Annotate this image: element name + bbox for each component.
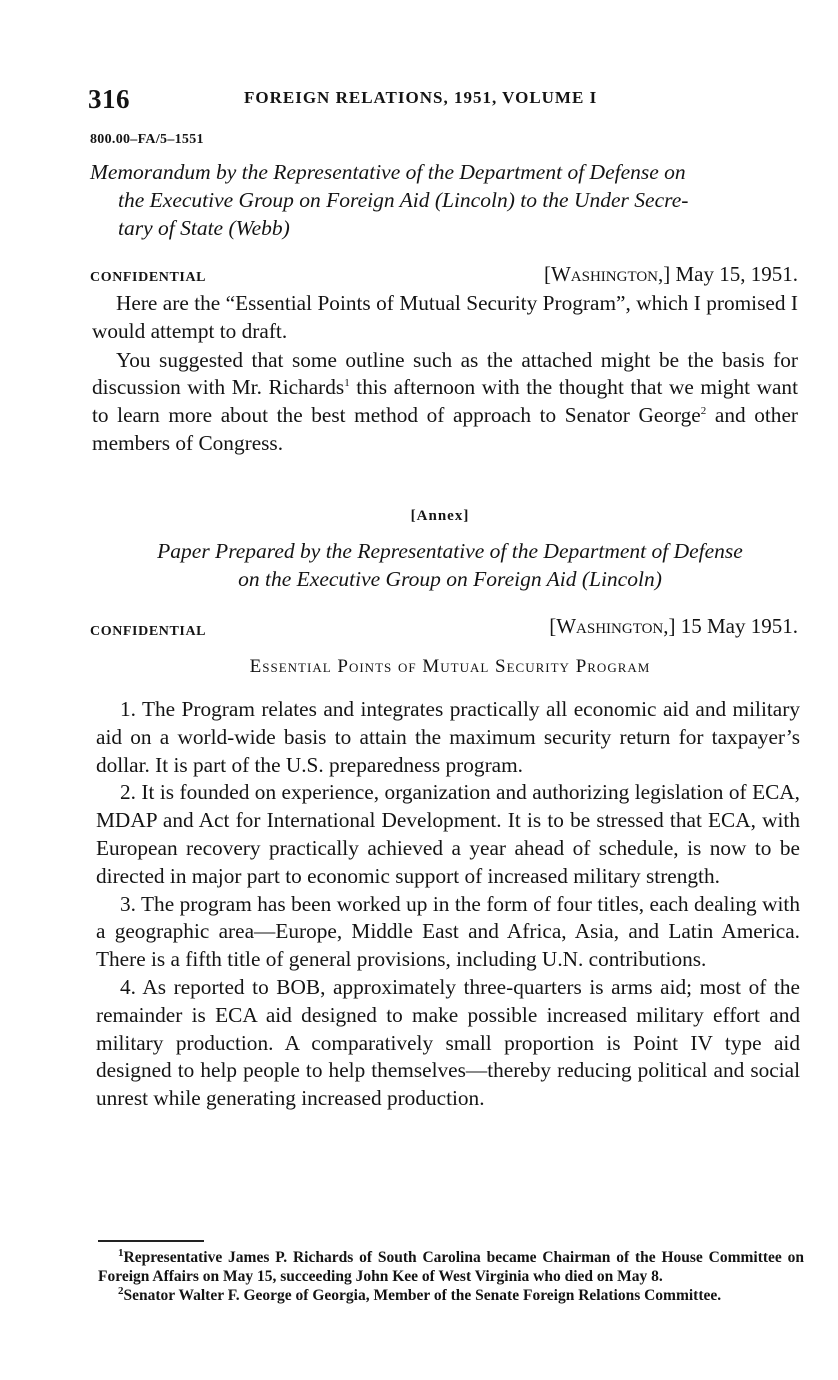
running-title: FOREIGN RELATIONS, 1951, VOLUME I <box>244 88 598 107</box>
paper-title-line-2: on the Executive Group on Foreign Aid (Lincoln) <box>238 567 662 591</box>
footnote-1-text: Representative James P. Richards of South Carolina became Chairman of the House Committee on Foreign Affairs on May 15, succeeding John Kee of West Virginia who died on May 8. <box>98 1249 804 1285</box>
point-1: 1. The Program relates and integrates practically all economic aid and military aid on a world-wide basis to attain the maximum security return for taxpayer’s dollar. It is part of the U.S. preparedness program. <box>96 697 800 777</box>
annex-classification: CONFIDENTIAL <box>90 624 207 639</box>
memo-title <box>90 158 802 242</box>
file-reference: 800.00–FA/5–1551 <box>90 132 204 147</box>
section-heading: Essential Points of Mutual Security Program <box>249 656 651 677</box>
annex-points <box>96 696 800 1113</box>
footnotes <box>98 1248 804 1305</box>
memo-classification: CONFIDENTIAL <box>90 270 207 285</box>
page-number: 316 <box>88 84 130 114</box>
memo-paragraph-1: Here are the “Essential Points of Mutual Security Program”, which I promised I would attempt to draft. <box>92 291 798 343</box>
footnote-ref-2: 2 <box>700 405 707 418</box>
memo-body <box>92 290 798 458</box>
memo-paragraph-2-part-1: You suggested that some outline such as the attached might be the basis for discussion with Mr. Richards <box>92 347 798 400</box>
memo-paragraph-2-part-3: and other members of Congress. <box>92 403 798 455</box>
memo-paragraph-2 <box>92 347 798 458</box>
memo-dateline-place: [Washington,] <box>543 262 671 286</box>
point-2: 2. It is founded on experience, organization and authorizing legislation of ECA, MDAP and Act for International Development. It is to be stressed that ECA, with European recovery practically achieved a year ahead of schedule, is now to be directed in major part to economic support of increased military strength. <box>96 780 800 888</box>
footnote-1-mark: 1 <box>118 1246 124 1259</box>
memo-title-line-1: Memorandum by the Representative of the Department of Defense on <box>90 160 686 184</box>
paper-title <box>90 537 810 593</box>
point-3: 3. The program has been worked up in the form of four titles, each dealing with a geographic area—Europe, Middle East and Africa, Asia, and Latin America. There is a fifth title of general provisions, including U.N. contributions. <box>96 891 800 972</box>
footnote-ref-1: 1 <box>344 377 350 390</box>
footnote-1 <box>98 1248 804 1286</box>
footnote-2-mark: 2 <box>118 1284 124 1297</box>
memo-dateline-date: May 15, 1951. <box>675 262 798 286</box>
annex-dateline-place: [Washington,] <box>549 614 676 638</box>
point-4: 4. As reported to BOB, approximately three-quarters is arms aid; most of the remainder is ECA aid designed to make possible increased military effort and military production. A comparatively small proportion is Point IV type aid designed to help people to help themselves—thereby reducing political and social unrest while generating increased production. <box>96 974 800 1111</box>
footnote-2 <box>98 1286 804 1305</box>
memo-title-line-3: tary of State (Webb) <box>118 216 290 240</box>
memo-paragraph-2-part-2: this afternoon with the thought that we might want to learn more about the best method of approach to Senator George <box>92 375 799 428</box>
footnote-2-text: Senator Walter F. George of Georgia, Member of the Senate Foreign Relations Committee. <box>123 1287 722 1304</box>
footnote-divider <box>98 1240 204 1242</box>
annex-label: [Annex] <box>410 508 470 524</box>
paper-title-line-1: Paper Prepared by the Representative of the Department of Defense <box>157 539 743 563</box>
annex-dateline-date: 15 May 1951. <box>680 614 798 638</box>
memo-dateline <box>420 262 798 287</box>
annex-dateline <box>420 614 798 639</box>
memo-title-line-2: the Executive Group on Foreign Aid (Lincoln) to the Under Secre- <box>118 188 689 212</box>
